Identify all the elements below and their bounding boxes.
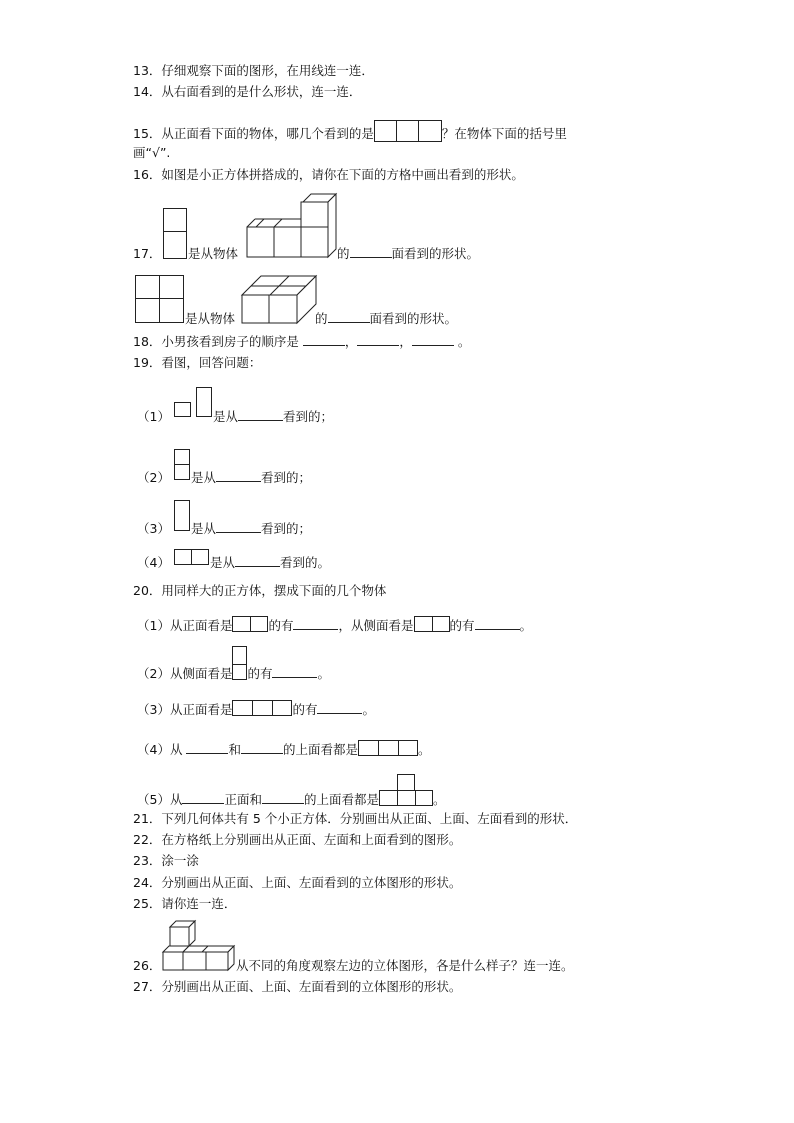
q20-1-blank-1[interactable] [293, 619, 338, 630]
q17b-blank[interactable] [328, 312, 370, 323]
question-22: 22．在方格纸上分别画出从正面、左面和上面看到的图形。 [133, 832, 462, 847]
q17-text-b: 的 [337, 246, 350, 261]
q20-3-text-b: 的有 [292, 702, 318, 717]
q20-1-blank-2[interactable] [475, 619, 520, 630]
q17b-text-c: 面看到的形状。 [369, 311, 458, 326]
q18-sep-2: ， [399, 334, 412, 349]
q19-4-num: （4） [137, 555, 170, 570]
q20-item-5 [137, 790, 446, 808]
q20-4-blank-2[interactable] [241, 743, 283, 754]
q17b-answer-line [315, 311, 457, 327]
question-15 [133, 120, 567, 142]
q19-3-answer [191, 521, 311, 537]
question-18 [133, 334, 470, 350]
q19-item-1 [137, 409, 170, 425]
question-14: 14．从右面看到的是什么形状，连一连． [133, 84, 362, 99]
q20-4-text-a: （4）从 [137, 742, 183, 757]
q17-blank[interactable] [350, 247, 392, 258]
q20-5-figure [379, 790, 433, 806]
q19-1-answer [213, 409, 333, 425]
q20-2-blank[interactable] [272, 667, 317, 678]
q17-answer-line [337, 246, 479, 262]
q20-2-text-c: 。 [317, 666, 330, 681]
q20-4-blank-1[interactable] [186, 743, 228, 754]
q20-5-text-a: （5）从 [137, 792, 183, 807]
question-23: 23．涂一涂 [133, 853, 199, 868]
q20-1-text-d: 的有 [449, 618, 475, 633]
q19-1-blank[interactable] [238, 410, 283, 421]
q19-item-4 [137, 555, 170, 571]
q20-2-figure [232, 664, 247, 680]
q20-item-4 [137, 740, 430, 758]
q20-4-text-d: 。 [417, 742, 431, 757]
q19-1-text-a: 是从 [213, 409, 239, 424]
q20-2-text-a: （2）从侧面看是 [137, 666, 233, 681]
q20-1-text-c: ，从侧面看是 [338, 618, 414, 633]
q19-2-answer [191, 470, 311, 486]
q19-3-num: （3） [137, 521, 170, 536]
q18-sep-1: ， [344, 334, 358, 349]
q20-3-blank[interactable] [317, 703, 362, 714]
q20-3-text-a: （3）从正面看是 [137, 702, 233, 717]
q20-5-blank-1[interactable] [182, 793, 224, 804]
q19-1-num: （1） [137, 409, 170, 424]
q19-3-blank[interactable] [216, 522, 261, 533]
q20-1-figure-a [232, 616, 268, 632]
q20-item-3 [137, 700, 375, 718]
question-20: 20．用同样大的正方体，摆成下面的几个物体 [133, 583, 387, 598]
question-13: 13．仔细观察下面的图形，在用线连一连． [133, 63, 374, 78]
q17-cube-object [246, 192, 341, 262]
q19-4-answer [210, 555, 330, 571]
q19-3-text-a: 是从 [191, 521, 217, 536]
q19-2-blank[interactable] [216, 471, 261, 482]
q20-item-1 [137, 616, 532, 634]
q17-text-a: 是从物体 [188, 246, 239, 261]
three-squares-figure [374, 120, 442, 142]
q17b-cube-object [241, 275, 321, 325]
q17-text-c: 面看到的形状。 [391, 246, 480, 261]
q20-1-text-b: 的有 [268, 618, 294, 633]
q19-item-3 [137, 521, 170, 537]
q19-3-text-b: 看到的； [261, 521, 312, 536]
q19-4-text-b: 看到的。 [280, 555, 331, 570]
q19-2-text-b: 看到的； [261, 470, 312, 485]
question-24: 24．分别画出从正面、上面、左面看到的立体图形的形状。 [133, 875, 462, 890]
q19-4-text-a: 是从 [210, 555, 236, 570]
q20-2-text-b: 的有 [247, 666, 273, 681]
q18-blank-2[interactable] [357, 335, 399, 346]
q20-5-text-d: 。 [432, 792, 446, 807]
q18-end: 。 [457, 334, 471, 349]
q18-text: 18．小男孩看到房子的顺序是 [133, 334, 299, 349]
q20-item-2 [137, 664, 330, 682]
q20-5-text-c: 的上面看都是 [303, 792, 379, 807]
q26-num: 26． [133, 958, 162, 973]
q20-4-text-b: 和 [228, 742, 241, 757]
q15-text-a: 15．从正面看下面的物体，哪几个看到的是 [133, 126, 374, 141]
q20-1-text-e: 。 [519, 618, 533, 633]
q15-text-c: 画“√”. [133, 145, 171, 160]
q20-3-text-c: 。 [362, 702, 375, 717]
question-16: 16．如图是小正方体拼搭成的，请你在下面的方格中画出看到的形状。 [133, 167, 524, 182]
q15-text-b: ？在物体下面的括号里 [441, 126, 567, 141]
q17-num: 17． [133, 246, 162, 261]
q20-5-blank-2[interactable] [262, 793, 304, 804]
q20-4-text-c: 的上面看都是 [282, 742, 358, 757]
q19-4-blank[interactable] [235, 556, 280, 567]
q19-2-num: （2） [137, 470, 170, 485]
q17b-text-b: 的 [315, 311, 328, 326]
question-27: 27．分别画出从正面、上面、左面看到的立体图形的形状。 [133, 979, 462, 994]
q20-1-figure-b [414, 616, 450, 632]
q19-item-2 [137, 470, 170, 486]
q20-1-text-a: （1）从正面看是 [137, 618, 233, 633]
question-25: 25．请你连一连． [133, 896, 237, 911]
q17b-text-a: 是从物体 [185, 311, 236, 326]
q18-blank-1[interactable] [303, 335, 345, 346]
q20-5-text-b: 正面和 [224, 792, 262, 807]
q19-1-text-b: 看到的； [283, 409, 334, 424]
q18-blank-3[interactable] [412, 335, 454, 346]
question-21: 21．下列几何体共有 5 个小正方体．分别画出从正面、上面、左面看到的形状． [133, 811, 578, 826]
q20-3-figure [232, 700, 292, 716]
q26-text: 从不同的角度观察左边的立体图形，各是什么样子？连一连。 [236, 958, 574, 973]
question-19: 19．看图，回答问题： [133, 355, 262, 370]
q26-cube-object [162, 914, 240, 972]
q19-2-text-a: 是从 [191, 470, 217, 485]
q20-4-figure [358, 740, 418, 756]
